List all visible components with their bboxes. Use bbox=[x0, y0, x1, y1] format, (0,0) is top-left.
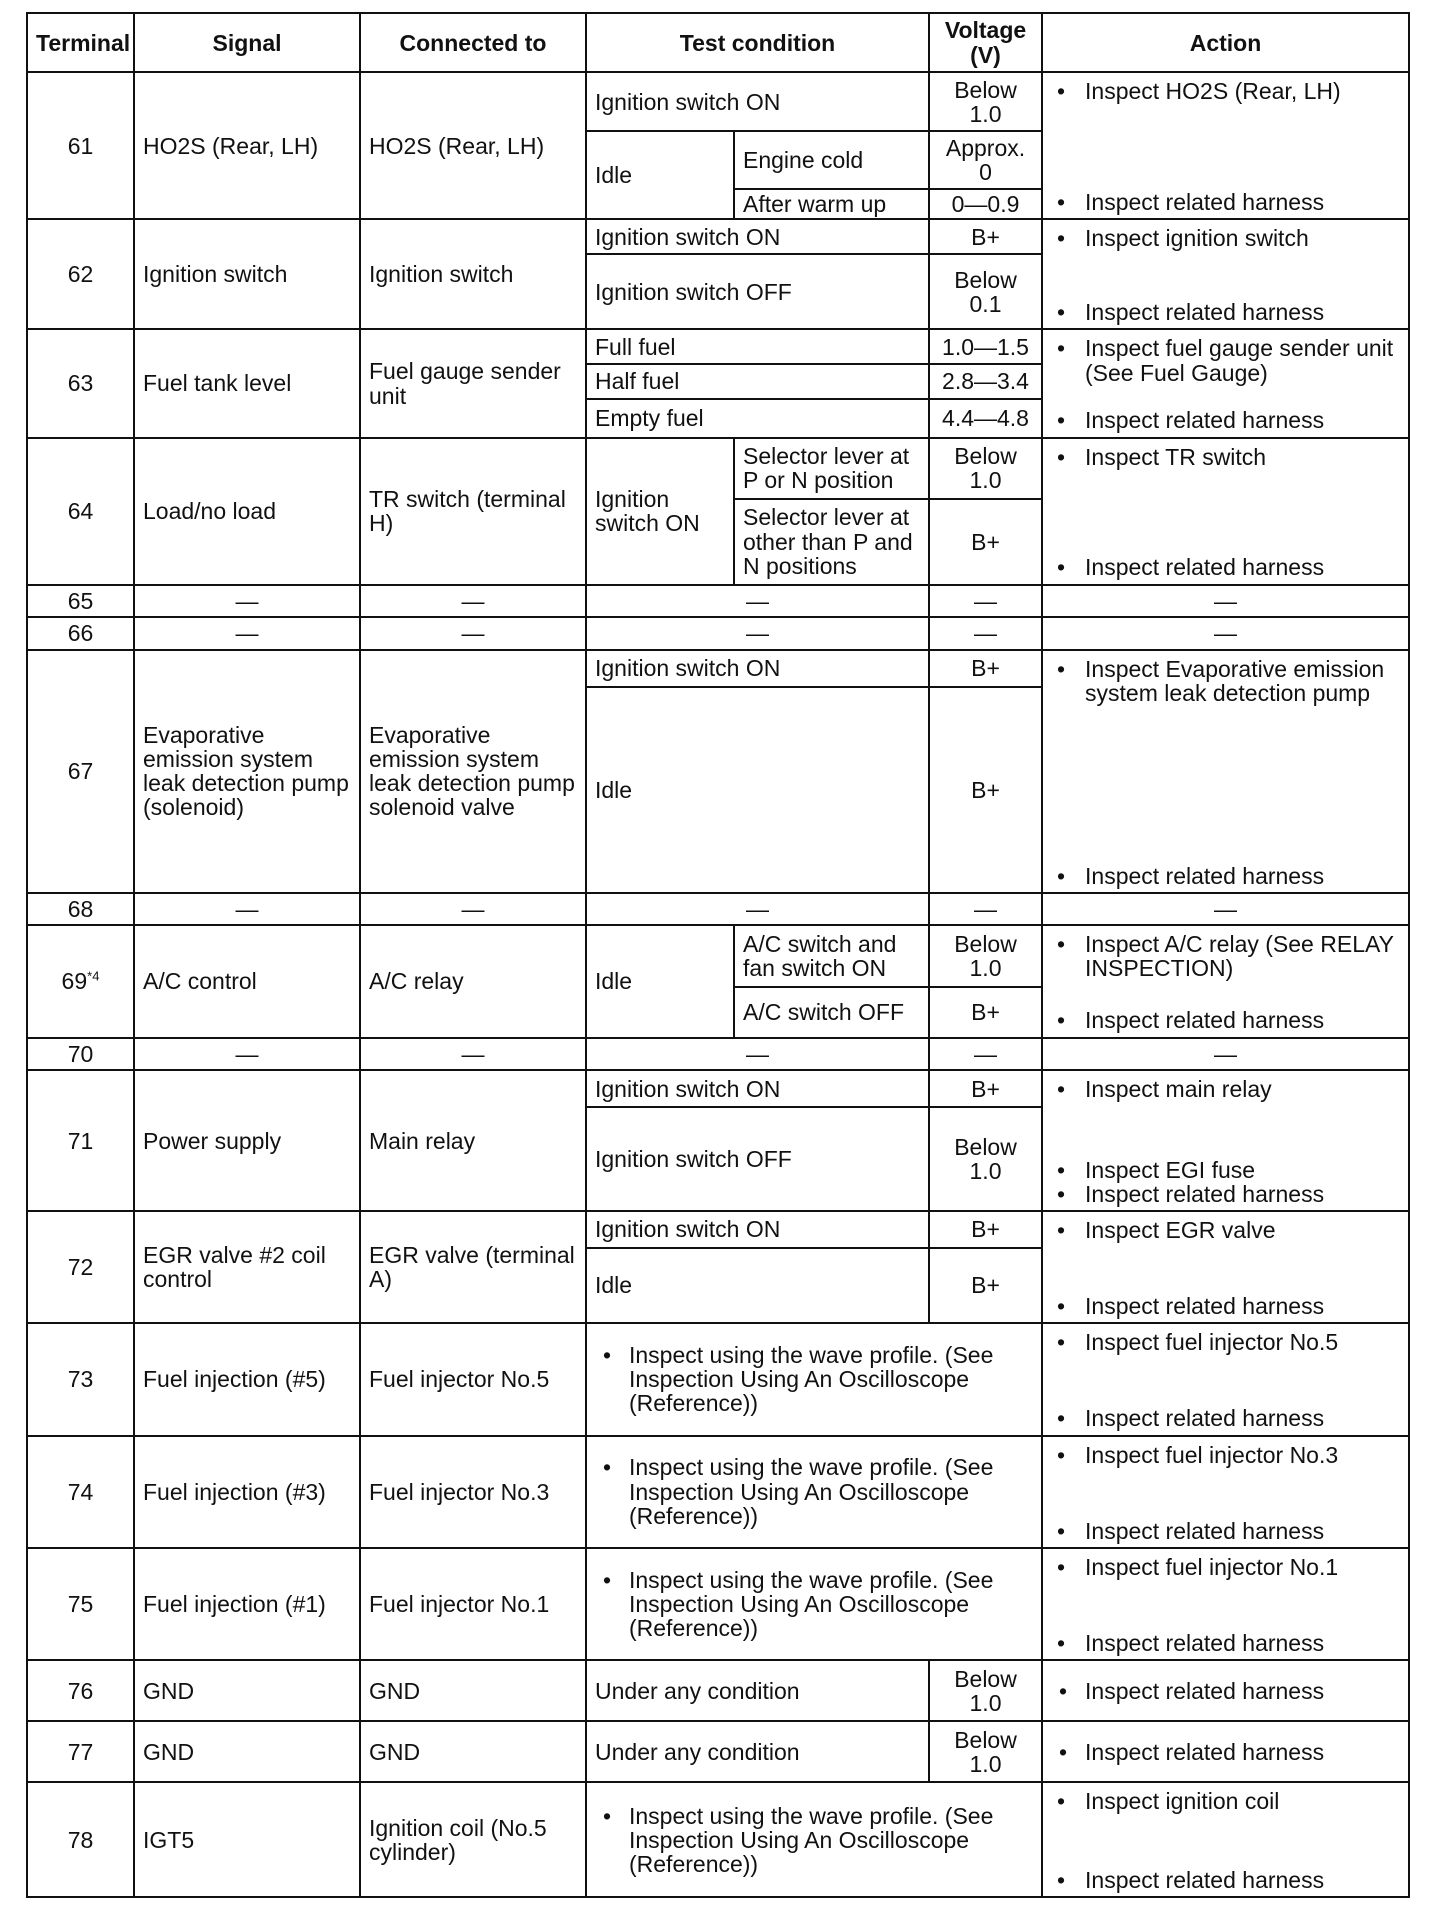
connected-to-cell: Ignition switch bbox=[360, 219, 586, 329]
table-row bbox=[27, 1038, 1409, 1071]
table-row bbox=[27, 1070, 1409, 1107]
connected-to-cell: EGR valve (terminal A) bbox=[360, 1211, 586, 1323]
connected-to-cell: GND bbox=[360, 1721, 586, 1782]
header-signal: Signal bbox=[134, 13, 360, 72]
connected-to-cell: HO2S (Rear, LH) bbox=[360, 72, 586, 219]
signal-cell: Fuel injection (#3) bbox=[134, 1436, 360, 1548]
action-item: • Inspect fuel injector No.3 bbox=[1051, 1443, 1400, 1467]
terminal-cell: 63 bbox=[27, 329, 134, 437]
dash-cell: — bbox=[134, 585, 360, 618]
terminal-cell: 64 bbox=[27, 438, 134, 585]
sub-condition-cell: Selector lever at other than P and N positions bbox=[734, 499, 929, 585]
condition-cell: Ignition switch OFF bbox=[586, 1107, 929, 1211]
action-cell bbox=[1042, 72, 1409, 219]
dash-cell: — bbox=[586, 893, 929, 926]
terminal-cell: 77 bbox=[27, 1721, 134, 1782]
signal-cell: Fuel injection (#1) bbox=[134, 1548, 360, 1660]
action-item: • Inspect EGI fuse bbox=[1051, 1158, 1400, 1182]
terminal-inspection-table bbox=[26, 12, 1410, 1898]
voltage-cell: Below 1.0 bbox=[929, 1721, 1042, 1782]
header-terminal: Terminal bbox=[27, 13, 134, 72]
condition-note: • Inspect using the wave profile. (See Inspection Using An Oscilloscope (Reference)) bbox=[595, 1804, 1033, 1876]
action-item: • Inspect related harness bbox=[1051, 408, 1400, 432]
table-row bbox=[27, 1782, 1409, 1897]
signal-cell: Fuel injection (#5) bbox=[134, 1323, 360, 1435]
voltage-cell: Below 1.0 bbox=[929, 1660, 1042, 1721]
dash-cell: — bbox=[1042, 585, 1409, 618]
connected-to-cell: Fuel injector No.1 bbox=[360, 1548, 586, 1660]
action-cell bbox=[1042, 219, 1409, 329]
action-item: • Inspect fuel injector No.5 bbox=[1051, 1330, 1400, 1354]
connected-to-cell: Ignition coil (No.5 cylinder) bbox=[360, 1782, 586, 1897]
voltage-cell: Approx. 0 bbox=[929, 131, 1042, 188]
table-row bbox=[27, 1660, 1409, 1721]
condition-cell bbox=[586, 1548, 1042, 1660]
action-item: • Inspect related harness bbox=[1051, 1294, 1400, 1318]
voltage-cell: B+ bbox=[929, 1070, 1042, 1107]
terminal-cell: 70 bbox=[27, 1038, 134, 1071]
signal-cell: Ignition switch bbox=[134, 219, 360, 329]
dash-cell: — bbox=[360, 617, 586, 650]
terminal-cell: 61 bbox=[27, 72, 134, 219]
sub-condition-cell: Selector lever at P or N position bbox=[734, 438, 929, 499]
voltage-cell: Below 0.1 bbox=[929, 254, 1042, 330]
signal-cell: Fuel tank level bbox=[134, 329, 360, 437]
connected-to-cell: A/C relay bbox=[360, 925, 586, 1037]
voltage-cell: B+ bbox=[929, 650, 1042, 687]
terminal-cell: 65 bbox=[27, 585, 134, 618]
table-row bbox=[27, 617, 1409, 650]
terminal-footnote: *4 bbox=[87, 968, 100, 984]
voltage-cell: Below 1.0 bbox=[929, 925, 1042, 986]
voltage-cell: B+ bbox=[929, 1248, 1042, 1324]
voltage-cell: B+ bbox=[929, 219, 1042, 254]
action-cell bbox=[1042, 1436, 1409, 1548]
voltage-cell: B+ bbox=[929, 1211, 1042, 1248]
terminal-cell: 76 bbox=[27, 1660, 134, 1721]
signal-cell: HO2S (Rear, LH) bbox=[134, 72, 360, 219]
connected-to-cell: Main relay bbox=[360, 1070, 586, 1211]
action-item: • Inspect related harness bbox=[1051, 555, 1400, 579]
signal-cell: Power supply bbox=[134, 1070, 360, 1211]
voltage-cell: 1.0—1.5 bbox=[929, 329, 1042, 364]
condition-cell: Idle bbox=[586, 925, 734, 1037]
table-row bbox=[27, 1211, 1409, 1248]
action-cell bbox=[1042, 1548, 1409, 1660]
action-item: • Inspect fuel injector No.1 bbox=[1051, 1555, 1400, 1579]
header-test-condition: Test condition bbox=[586, 13, 929, 72]
action-cell bbox=[1042, 1211, 1409, 1323]
action-item: • Inspect related harness bbox=[1051, 1868, 1400, 1892]
voltage-cell: Below 1.0 bbox=[929, 438, 1042, 499]
action-item: • Inspect related harness bbox=[1051, 1519, 1400, 1543]
terminal-number: 69 bbox=[61, 968, 88, 995]
terminal-cell: 72 bbox=[27, 1211, 134, 1323]
voltage-cell: B+ bbox=[929, 499, 1042, 585]
condition-cell: Ignition switch ON bbox=[586, 438, 734, 585]
table-row bbox=[27, 925, 1409, 986]
table-row bbox=[27, 893, 1409, 926]
action-item: • Inspect Evaporative emission system leak detection pump bbox=[1051, 657, 1400, 705]
connected-to-cell: Fuel gauge sender unit bbox=[360, 329, 586, 437]
sub-condition-cell: A/C switch and fan switch ON bbox=[734, 925, 929, 986]
condition-cell: Half fuel bbox=[586, 364, 929, 399]
condition-cell: Ignition switch OFF bbox=[586, 254, 929, 330]
dash-cell: — bbox=[586, 1038, 929, 1071]
action-item: • Inspect related harness bbox=[1051, 1182, 1400, 1206]
condition-note: • Inspect using the wave profile. (See Inspection Using An Oscilloscope (Reference)) bbox=[595, 1343, 1033, 1415]
terminal-cell bbox=[27, 925, 134, 1037]
signal-cell: GND bbox=[134, 1721, 360, 1782]
condition-note: • Inspect using the wave profile. (See Inspection Using An Oscilloscope (Reference)) bbox=[595, 1455, 1033, 1527]
condition-cell: Ignition switch ON bbox=[586, 650, 929, 687]
action-cell bbox=[1042, 1782, 1409, 1897]
action-cell bbox=[1042, 650, 1409, 893]
condition-cell: Idle bbox=[586, 1248, 929, 1324]
action-item: • Inspect EGR valve bbox=[1051, 1218, 1400, 1242]
action-item: • Inspect HO2S (Rear, LH) bbox=[1051, 79, 1400, 103]
action-item: • Inspect ignition coil bbox=[1051, 1789, 1400, 1813]
connected-to-cell: Fuel injector No.5 bbox=[360, 1323, 586, 1435]
header-action: Action bbox=[1042, 13, 1409, 72]
dash-cell: — bbox=[1042, 617, 1409, 650]
condition-cell: Under any condition bbox=[586, 1660, 929, 1721]
action-cell bbox=[1042, 1323, 1409, 1435]
table-row bbox=[27, 438, 1409, 499]
action-item: • Inspect related harness bbox=[1051, 1008, 1400, 1032]
table-row bbox=[27, 219, 1409, 254]
condition-cell: Ignition switch ON bbox=[586, 72, 929, 131]
terminal-cell: 68 bbox=[27, 893, 134, 926]
dash-cell: — bbox=[1042, 893, 1409, 926]
action-item: • Inspect A/C relay (See RELAY INSPECTION) bbox=[1051, 932, 1400, 980]
action-item: • Inspect ignition switch bbox=[1051, 226, 1400, 250]
action-cell bbox=[1042, 925, 1409, 1037]
condition-cell: Empty fuel bbox=[586, 399, 929, 438]
dash-cell: — bbox=[1042, 1038, 1409, 1071]
sub-condition-cell: A/C switch OFF bbox=[734, 987, 929, 1038]
dash-cell: — bbox=[586, 585, 929, 618]
voltage-cell: Below 1.0 bbox=[929, 1107, 1042, 1211]
terminal-cell: 78 bbox=[27, 1782, 134, 1897]
sub-condition-cell: After warm up bbox=[734, 189, 929, 220]
dash-cell: — bbox=[134, 617, 360, 650]
dash-cell: — bbox=[929, 617, 1042, 650]
voltage-cell: 0—0.9 bbox=[929, 189, 1042, 220]
header-connected-to: Connected to bbox=[360, 13, 586, 72]
action-item: • Inspect main relay bbox=[1051, 1077, 1400, 1101]
action-cell bbox=[1042, 1070, 1409, 1211]
action-item: • Inspect TR switch bbox=[1051, 445, 1400, 469]
condition-cell bbox=[586, 1782, 1042, 1897]
terminal-cell: 66 bbox=[27, 617, 134, 650]
voltage-cell: 2.8—3.4 bbox=[929, 364, 1042, 399]
action-item: • Inspect related harness bbox=[1051, 1631, 1400, 1655]
action-item: • Inspect related harness bbox=[1051, 1406, 1400, 1430]
dash-cell: — bbox=[134, 1038, 360, 1071]
terminal-cell: 67 bbox=[27, 650, 134, 893]
action-item: • Inspect related harness bbox=[1051, 1679, 1400, 1703]
action-item: • Inspect related harness bbox=[1051, 1740, 1400, 1764]
signal-cell: A/C control bbox=[134, 925, 360, 1037]
condition-cell: Full fuel bbox=[586, 329, 929, 364]
terminal-cell: 71 bbox=[27, 1070, 134, 1211]
connected-to-cell: Evaporative emission system leak detection pump solenoid valve bbox=[360, 650, 586, 893]
action-cell bbox=[1042, 329, 1409, 437]
signal-cell: GND bbox=[134, 1660, 360, 1721]
terminal-cell: 62 bbox=[27, 219, 134, 329]
connected-to-cell: GND bbox=[360, 1660, 586, 1721]
table-row bbox=[27, 1323, 1409, 1435]
connected-to-cell: Fuel injector No.3 bbox=[360, 1436, 586, 1548]
condition-cell: Ignition switch ON bbox=[586, 1070, 929, 1107]
condition-cell: Idle bbox=[586, 687, 929, 893]
voltage-cell: Below 1.0 bbox=[929, 72, 1042, 131]
action-cell bbox=[1042, 438, 1409, 585]
signal-cell: Evaporative emission system leak detection pump (solenoid) bbox=[134, 650, 360, 893]
terminal-cell: 73 bbox=[27, 1323, 134, 1435]
signal-cell: IGT5 bbox=[134, 1782, 360, 1897]
signal-cell: EGR valve #2 coil control bbox=[134, 1211, 360, 1323]
header-voltage: Voltage (V) bbox=[929, 13, 1042, 72]
signal-cell: Load/no load bbox=[134, 438, 360, 585]
table-row bbox=[27, 650, 1409, 687]
condition-cell: Idle bbox=[586, 131, 734, 219]
dash-cell: — bbox=[586, 617, 929, 650]
table-row bbox=[27, 1436, 1409, 1548]
header-row bbox=[27, 13, 1409, 72]
dash-cell: — bbox=[929, 585, 1042, 618]
action-cell bbox=[1042, 1660, 1409, 1721]
condition-note: • Inspect using the wave profile. (See Inspection Using An Oscilloscope (Reference)) bbox=[595, 1568, 1033, 1640]
table-row bbox=[27, 329, 1409, 364]
dash-cell: — bbox=[929, 893, 1042, 926]
table-row bbox=[27, 1548, 1409, 1660]
dash-cell: — bbox=[929, 1038, 1042, 1071]
terminal-cell: 74 bbox=[27, 1436, 134, 1548]
action-item: • Inspect related harness bbox=[1051, 864, 1400, 888]
voltage-cell: 4.4—4.8 bbox=[929, 399, 1042, 438]
sub-condition-cell: Engine cold bbox=[734, 131, 929, 188]
action-item: • Inspect related harness bbox=[1051, 190, 1400, 214]
condition-cell: Ignition switch ON bbox=[586, 1211, 929, 1248]
condition-cell bbox=[586, 1323, 1042, 1435]
voltage-cell: B+ bbox=[929, 687, 1042, 893]
action-item: • Inspect fuel gauge sender unit (See Fuel Gauge) bbox=[1051, 336, 1400, 384]
dash-cell: — bbox=[360, 585, 586, 618]
dash-cell: — bbox=[360, 1038, 586, 1071]
condition-cell bbox=[586, 1436, 1042, 1548]
condition-cell: Under any condition bbox=[586, 1721, 929, 1782]
voltage-cell: B+ bbox=[929, 987, 1042, 1038]
condition-cell: Ignition switch ON bbox=[586, 219, 929, 254]
table-row bbox=[27, 585, 1409, 618]
table-row bbox=[27, 72, 1409, 131]
terminal-cell: 75 bbox=[27, 1548, 134, 1660]
table-row bbox=[27, 1721, 1409, 1782]
action-cell bbox=[1042, 1721, 1409, 1782]
action-item: • Inspect related harness bbox=[1051, 300, 1400, 324]
dash-cell: — bbox=[134, 893, 360, 926]
dash-cell: — bbox=[360, 893, 586, 926]
connected-to-cell: TR switch (terminal H) bbox=[360, 438, 586, 585]
